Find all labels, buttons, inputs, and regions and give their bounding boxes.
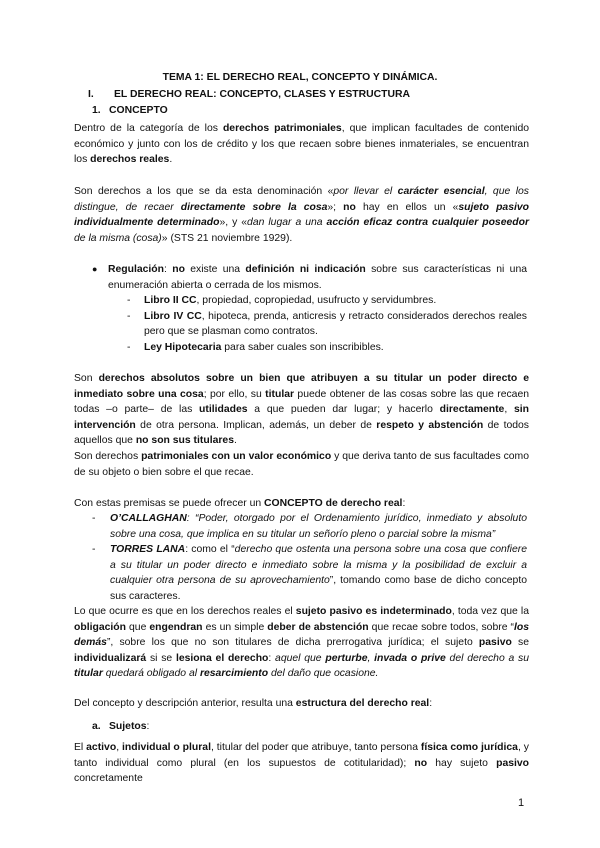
page-number: 1 (518, 797, 525, 809)
text-span: de todos aquellos que (74, 419, 530, 447)
text-span: »; (327, 201, 344, 213)
paragraph-sujetos (74, 740, 529, 787)
text-span: , toda vez que la (451, 606, 529, 617)
regulation-text (108, 262, 527, 293)
text-span: , hipoteca, prenda, anticresis y retracto considerados derechos reales pero que se plasman como contratos. (144, 310, 527, 338)
text-span: pasivo (496, 757, 530, 769)
list-item: - TORRES LANA: como el “derecho que ostenta una persona sobre una cosa que confiere a su titular un poder directo e inmediato sobre la misma y la posibilidad de excluir a cualquier otra persona de su aprovechamiento”, tomando como base de dicho concepto sus caracteres. (92, 544, 527, 602)
text-span: patrimoniales con un valor económico (141, 451, 332, 462)
text-span: , propiedad, copropiedad, usufructo y servidumbres. (196, 295, 437, 307)
text-span: : (268, 652, 276, 664)
text-span: Ley Hipotecaria (144, 341, 222, 353)
text-span: : (402, 498, 406, 509)
text-span: y que deriva tanto de sus facultades como de su objeto o bien sobre el que recae. (74, 451, 529, 478)
text-span: puede obtener de las cosas sobre las que recaen todas –o parte– de las (74, 388, 530, 416)
text-span: para saber cuales son inscribibles. (221, 341, 384, 353)
text-span: engendran (149, 621, 203, 633)
text-span: a que pueden dar lugar; y hacerlo (247, 404, 440, 416)
text-span: ”, sobre los que no son titulares de dicha prerrogativa jurídica; el sujeto (106, 637, 479, 649)
concept-definitions-list (92, 511, 527, 605)
text-span: dan lugar a una (247, 217, 327, 229)
text-span: ”, tomando como base de dicho concepto sus caracteres. (110, 575, 527, 602)
text-span: TORRES LANA (110, 544, 186, 556)
subsection-heading (92, 105, 168, 116)
text-span: Libro IV CC (144, 310, 202, 322)
text-span: », y « (219, 217, 248, 229)
text-span: , (116, 742, 122, 753)
text-span: física como jurídica (420, 742, 518, 753)
paragraph-passive-subject (74, 604, 529, 682)
text-span: concretamente (74, 773, 143, 785)
text-span: Dentro de la categoría de los (74, 123, 223, 134)
paragraph-definition-sts (74, 184, 529, 246)
list-item: - Ley Hipotecaria para saber cuales son inscribibles. (127, 341, 384, 353)
text-span: si se (146, 652, 176, 664)
text-span: hay sujeto (427, 757, 497, 769)
text-span: quedará obligado al (102, 668, 200, 680)
text-span: existe una (184, 264, 246, 275)
text-span: O’CALLAGHAN (110, 513, 187, 524)
text-span: derecho que ostenta una persona sobre una cosa que confiere a su titular un poder directo e inmediato sobre la misma y la posibilidad de excluir a cualquier otra persona de su aprovechamiento (110, 544, 527, 587)
text-span: por llevar el (333, 186, 398, 197)
text-span: invada o prive (374, 652, 446, 664)
paragraph-intro (74, 121, 529, 168)
text-span: se (511, 637, 529, 649)
section-heading (88, 89, 410, 100)
list-item: - Libro IV CC, hipoteca, prenda, anticresis y retracto considerados derechos reales pero que se plasman como contratos. (127, 310, 527, 338)
subsection-number: 1. (92, 105, 101, 116)
text-span: es un simple (202, 621, 268, 633)
text-span: : como el “ (185, 544, 235, 556)
text-span: Del concepto y descripción anterior, resulta una (74, 698, 296, 709)
text-span: que (125, 621, 150, 633)
text-span: derechos patrimoniales (222, 123, 342, 134)
text-span: no son sus titulares (135, 435, 234, 447)
text-span: : “Poder, otorgado por el Ordenamiento jurídico, inmediato y absoluto sobre una cosa, que implica en su titular un señorío pleno o parcial sobre la misma” (110, 513, 527, 540)
text-span: : (164, 264, 173, 275)
paragraph-absolute-rights (74, 371, 529, 449)
page-title: TEMA 1: EL DERECHO REAL, CONCEPTO Y DINÁMICA. (162, 72, 438, 83)
text-span: sujeto pasivo es indeterminado (295, 606, 452, 617)
text-span: del daño que ocasione. (268, 668, 379, 680)
text-span: Son (74, 373, 99, 384)
text-span: deber de abstención (267, 621, 369, 633)
list-item: - O’CALLAGHAN: “Poder, otorgado por el Ordenamiento jurídico, inmediato y absoluto sobre una cosa, que implica en su titular un señorío pleno o parcial sobre la misma” (92, 513, 527, 540)
text-span: , que implican facultades de contenido económico y junto con los de crédito y los que recaen sobre bienes inmateriales, se encuentran los (74, 123, 529, 166)
text-span: Con estas premisas se puede ofrecer un (74, 498, 265, 509)
text-span: aquel que (275, 652, 326, 664)
regulation-bullet (92, 262, 527, 356)
text-span: titular (74, 668, 103, 680)
text-span: sin intervención (74, 404, 529, 431)
text-span: CONCEPTO de derecho real (264, 498, 403, 509)
text-span: : (146, 721, 150, 732)
text-span: ; por ello, su (203, 388, 266, 400)
text-span: individualizará (74, 652, 147, 664)
paragraph-concept-intro (74, 496, 529, 512)
text-span: respeto y abstención (376, 419, 484, 431)
text-span: , titular del poder que atribuye, tanto persona (210, 742, 421, 753)
text-span: , (504, 404, 514, 416)
text-span: obligación (74, 621, 126, 633)
text-span: del derecho a su (445, 652, 530, 664)
text-span: Regulación (108, 264, 165, 275)
text-span: Libro II CC (144, 295, 197, 307)
text-span: que recae sobre todos, sobre “ (368, 621, 514, 633)
text-span: Son derechos (74, 451, 142, 462)
text-span: definición ni indicación (245, 264, 366, 275)
section-label: EL DERECHO REAL: CONCEPTO, CLASES Y ESTRUCTURA (114, 89, 410, 100)
text-span: los demás (74, 621, 529, 649)
bullet-icon: ● (92, 264, 98, 274)
paragraph-structure (74, 696, 529, 712)
text-span: no (172, 264, 185, 275)
text-span: resarcimiento (199, 668, 269, 680)
text-span: pasivo (478, 637, 512, 649)
text-span: : (429, 698, 433, 709)
text-span: , (367, 652, 375, 664)
section-number: I. (88, 89, 94, 100)
text-span: . (169, 154, 173, 166)
text-span: individual o plural (122, 742, 211, 753)
text-span: sujeto pasivo individualmente determinado (74, 201, 530, 229)
text-span: hay en ellos un « (355, 201, 459, 213)
text-span: acción eficaz contra cualquier poseedor (326, 217, 529, 229)
subheading-sujetos (92, 721, 149, 732)
text-span: Son derechos a los que se da esta denominación « (74, 186, 334, 197)
text-span: de la misma (cosa) (74, 232, 162, 244)
text-span: no (343, 201, 356, 213)
text-span: carácter esencial (397, 186, 485, 197)
regulation-sources-list (119, 293, 527, 355)
list-item: - Libro II CC, propiedad, copropiedad, usufructo y servidumbres. (127, 295, 437, 307)
text-span: utilidades (199, 404, 248, 416)
text-span: activo (86, 742, 117, 753)
subsection-label: CONCEPTO (109, 105, 168, 116)
text-span: , que los distingue, de recaer (74, 186, 530, 213)
paragraph-patrimonial (74, 449, 529, 480)
text-span: de otra persona. Implican, además, un deber de (135, 419, 377, 431)
text-span: directamente (439, 404, 505, 416)
text-span: Lo que ocurre es que en los derechos reales el (74, 606, 296, 617)
text-span: sobre sus características ni una enumeración abierta o cerrada de los mismos. (108, 264, 527, 291)
text-span: derechos reales (90, 154, 170, 166)
text-span: . (233, 435, 237, 447)
text-span: derechos absolutos sobre un bien que atribuyen a su titular un poder directo e inmediato sobre una cosa (74, 373, 530, 400)
text-span: El (74, 742, 87, 753)
text-span: no (414, 757, 428, 769)
text-span: estructura del derecho real (295, 698, 430, 709)
text-span: » (STS 21 noviembre 1929). (161, 232, 293, 244)
text-span: lesiona el derecho (175, 652, 269, 664)
text-span: directamente sobre la cosa (180, 201, 328, 213)
subheading-number: a. (92, 721, 101, 732)
text-span: , y tanto individual como plural (en los supuestos de cotitularidad); (74, 742, 529, 769)
subheading-label: Sujetos (109, 721, 147, 732)
text-span: titular (265, 388, 295, 400)
text-span: perturbe (325, 652, 368, 664)
